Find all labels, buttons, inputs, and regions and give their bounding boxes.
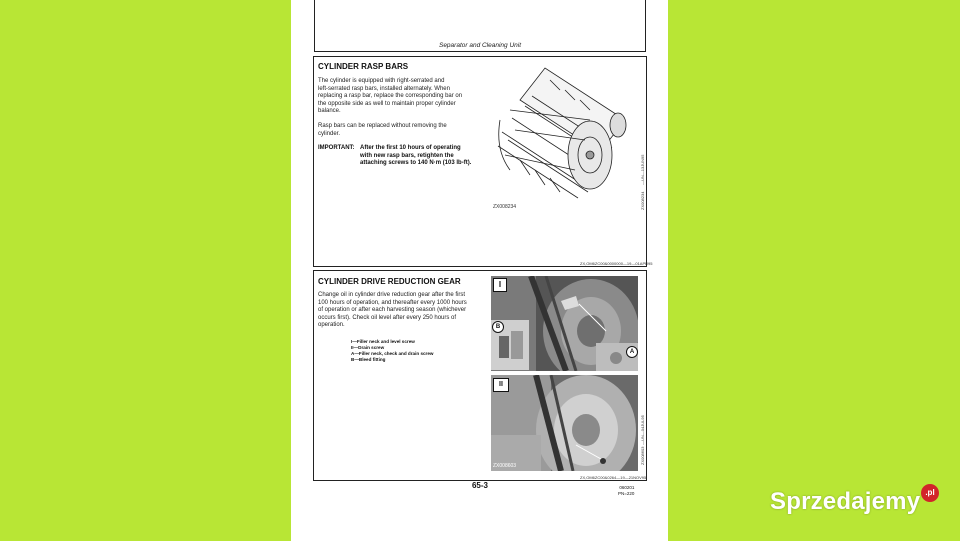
header-title: Separator and Cleaning Unit	[438, 42, 522, 49]
photo-filler-neck	[491, 276, 638, 371]
ref-code-1: ZX,OM6ZC00&0000000—19—01APR95	[580, 261, 653, 266]
photo-label-II: II	[493, 378, 509, 392]
section-title-drive-gear: CYLINDER DRIVE REDUCTION GEAR	[318, 277, 461, 286]
figure-vertical-code-2a: ZX008603	[640, 446, 645, 465]
photo-drain-screw	[491, 375, 638, 471]
figure-vertical-code-2b: —UN—04JUL95	[640, 415, 645, 445]
callout-A: A	[626, 346, 638, 358]
figure-legend: I—Filler neck and level screw II—Drain screw A—Filler neck, check and drain screw B—Bleed fitting	[351, 339, 434, 362]
drive-gear-paragraph: Change oil in cylinder drive reduction gear after the first 100 hours of operation, and thereafter every 1000 hours of operation or after each harvesting season (whichever occurs first). Check oil level after every 250 hours of operation.	[318, 292, 467, 329]
rasp-bars-paragraph-2: Rasp bars can be replaced without removing the cylinder.	[318, 123, 447, 137]
page-number: 65-3	[471, 481, 488, 490]
callout-B: B	[492, 321, 504, 333]
cylinder-illustration	[490, 60, 640, 205]
figure-id-1: ZX008234	[493, 204, 517, 210]
important-note: IMPORTANT: After the first 10 hours of operating with new rasp bars, retighten the attaching screws to 140 N·m (103 lb-ft).	[318, 145, 472, 167]
figure-vertical-code-1a: ZX008234	[640, 191, 645, 210]
photo-label-I: I	[493, 278, 507, 292]
watermark-logo: Sprzedajemy	[770, 488, 921, 515]
figure-id-2: ZX008603	[493, 463, 517, 469]
rasp-bars-paragraph-1: The cylinder is equipped with right-serrated and left-serrated rasp bars, installed alternately. When replacing a rasp bar, replace the corresponding bar on the opposite side as well to maintain proper cylinder balance.	[318, 78, 463, 115]
page-code: 060201 PN=220	[618, 485, 635, 496]
section-title-rasp-bars: CYLINDER RASP BARS	[318, 62, 409, 71]
watermark-badge: .pl	[921, 484, 939, 502]
ref-code-2: ZX,OM6ZC00&0264—19—21NOV95	[580, 475, 647, 480]
figure-vertical-code-1b: —UN—13JUN95	[640, 154, 645, 185]
